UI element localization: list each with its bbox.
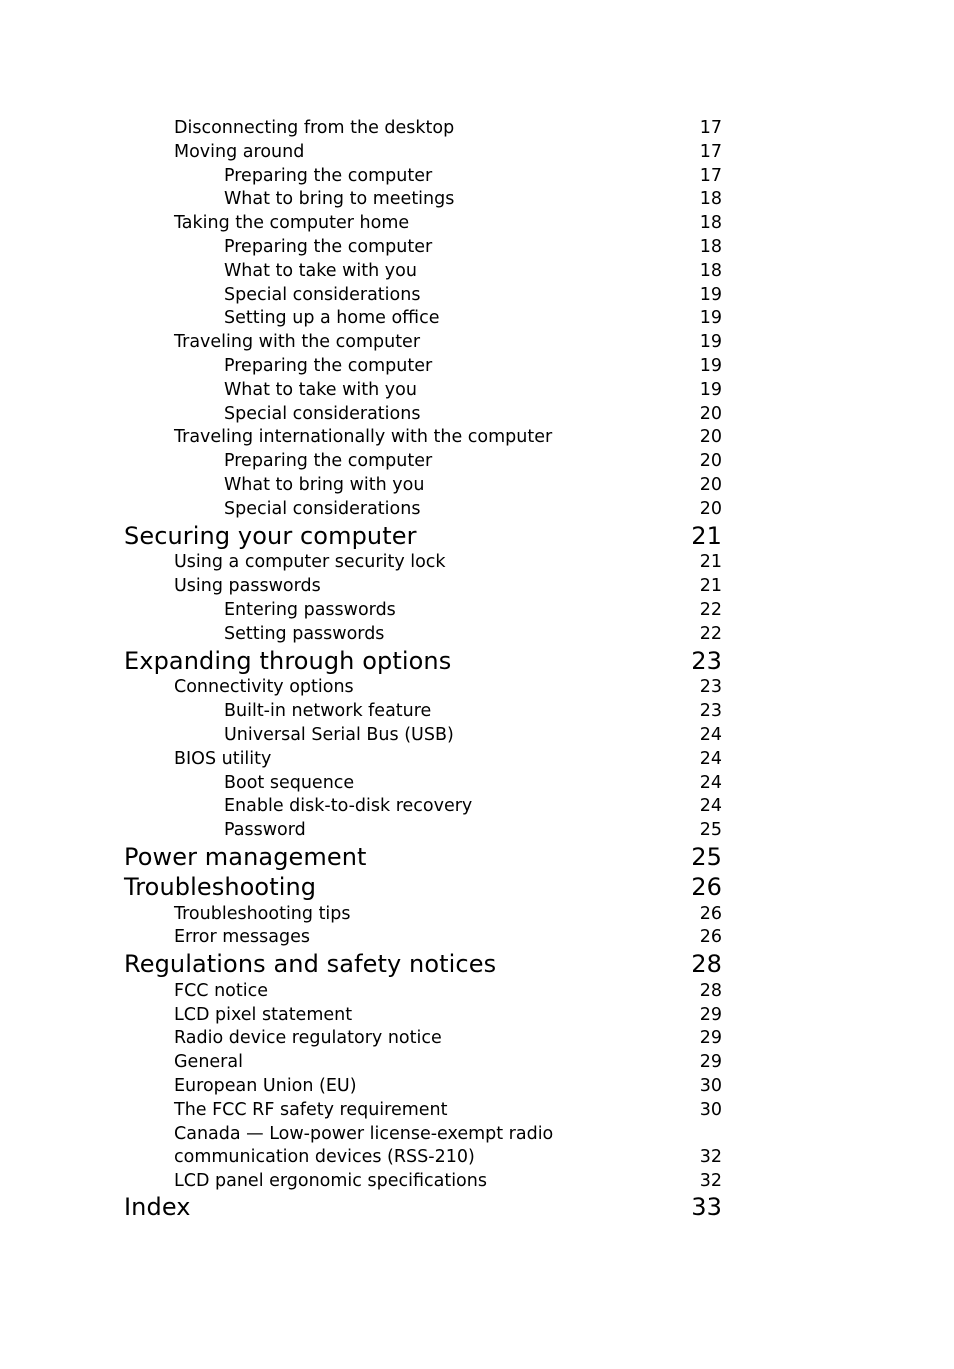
toc-entry-page: 21 <box>691 521 722 550</box>
toc-entry-title: Troubleshooting tips <box>174 903 351 924</box>
toc-entry-page: 21 <box>699 552 722 573</box>
toc-entry-title: FCC notice <box>174 980 268 1001</box>
toc-entry-page: 18 <box>699 189 722 210</box>
toc-subsection[interactable] <box>124 355 722 379</box>
toc-entry-page: 19 <box>699 308 722 329</box>
toc-section[interactable] <box>124 331 722 355</box>
toc-entry-page: 28 <box>691 950 722 979</box>
toc-entry-page: 19 <box>699 332 722 353</box>
toc-entry-title: Setting up a home office <box>224 308 440 329</box>
toc-entry-title: Entering passwords <box>224 599 396 620</box>
toc-entry-page: 21 <box>699 576 722 597</box>
toc-entry-title: Expanding through options <box>124 646 452 675</box>
toc-entry-title: Traveling with the computer <box>174 332 421 353</box>
toc-entry-page: 18 <box>699 213 722 234</box>
toc-subsection[interactable] <box>124 165 722 189</box>
toc-entry-page: 24 <box>699 772 722 793</box>
toc-entry-page: 17 <box>699 165 722 186</box>
toc-entry-title: Disconnecting from the desktop <box>174 118 455 138</box>
toc-entry-title: Error messages <box>174 927 310 948</box>
toc-entry-title: LCD pixel statement <box>174 1004 353 1025</box>
toc-entry-title: Connectivity options <box>174 677 354 698</box>
toc-entry-title: Moving around <box>174 141 305 162</box>
toc-entry-title: Setting passwords <box>224 623 385 644</box>
toc-subsection[interactable] <box>124 599 722 623</box>
toc-subsection[interactable] <box>124 188 722 212</box>
toc-section[interactable] <box>124 551 722 575</box>
toc-entry-page: 32 <box>699 1146 722 1167</box>
toc-entry-page: 24 <box>699 796 722 817</box>
toc-entry-page: 19 <box>699 355 722 376</box>
toc-section[interactable] <box>124 980 722 1004</box>
toc-entry-page: 25 <box>691 842 722 871</box>
toc-section[interactable] <box>124 1027 722 1051</box>
toc-entry-title: The FCC RF safety requirement <box>174 1099 448 1120</box>
toc-entry-page: 22 <box>699 599 722 620</box>
toc-entry-title: Regulations and safety notices <box>124 950 497 979</box>
toc-section[interactable] <box>124 117 722 141</box>
toc-entry-title: Password <box>224 820 306 841</box>
toc-chapter[interactable] <box>124 522 722 552</box>
toc-entry-page: 29 <box>699 1028 722 1049</box>
table-of-contents <box>124 117 722 1223</box>
toc-section[interactable] <box>124 212 722 236</box>
toc-section[interactable] <box>124 1099 722 1123</box>
toc-entry-page: 22 <box>699 623 722 644</box>
toc-entry-title: Enable disk-to-disk recovery <box>224 796 473 817</box>
toc-entry-page: 32 <box>699 1170 722 1191</box>
toc-section[interactable] <box>124 926 722 950</box>
toc-section[interactable] <box>124 141 722 165</box>
toc-entry-page: 24 <box>699 748 722 769</box>
toc-subsection[interactable] <box>124 772 722 796</box>
toc-entry-page: 23 <box>691 646 722 675</box>
toc-entry-title: BIOS utility <box>174 748 272 769</box>
toc-section[interactable] <box>124 1146 722 1170</box>
toc-entry-page: 26 <box>699 927 722 948</box>
toc-entry-title: Boot sequence <box>224 772 355 793</box>
toc-section[interactable] <box>124 1075 722 1099</box>
toc-entry-page: 28 <box>699 980 722 1001</box>
toc-entry-page: 17 <box>699 141 722 162</box>
toc-section[interactable] <box>124 575 722 599</box>
toc-subsection[interactable] <box>124 474 722 498</box>
toc-section[interactable] <box>124 426 722 450</box>
toc-entry-title: Traveling internationally with the computer <box>174 427 553 448</box>
toc-subsection[interactable] <box>124 260 722 284</box>
toc-entry-title: Preparing the computer <box>224 451 433 472</box>
toc-entry-page: 20 <box>699 427 722 448</box>
toc-entry-page: 25 <box>699 820 722 841</box>
toc-chapter[interactable] <box>124 843 722 873</box>
toc-subsection[interactable] <box>124 307 722 331</box>
toc-entry-page: 26 <box>699 903 722 924</box>
toc-subsection[interactable] <box>124 450 722 474</box>
toc-chapter[interactable] <box>124 647 722 677</box>
toc-entry-title: What to take with you <box>224 260 417 281</box>
toc-entry-title: Using passwords <box>174 576 321 597</box>
toc-subsection[interactable] <box>124 236 722 260</box>
toc-entry-title: Special considerations <box>224 284 421 305</box>
toc-chapter[interactable] <box>124 1193 722 1223</box>
toc-entry-page: 20 <box>699 451 722 472</box>
toc-entry-page: 23 <box>699 677 722 698</box>
toc-entry-page: 18 <box>699 260 722 281</box>
toc-chapter[interactable] <box>124 873 722 903</box>
toc-entry-title: communication devices (RSS-210) <box>174 1146 475 1167</box>
toc-subsection[interactable] <box>124 498 722 522</box>
toc-entry-page: 30 <box>699 1099 722 1120</box>
toc-entry-title: European Union (EU) <box>174 1076 357 1097</box>
toc-entry-page: 23 <box>699 701 722 722</box>
toc-entry-title: Built-in network feature <box>224 701 432 722</box>
toc-section[interactable] <box>124 748 722 772</box>
toc-entry-page: 30 <box>699 1076 722 1097</box>
toc-entry-title: Special considerations <box>224 403 421 424</box>
toc-subsection[interactable] <box>124 700 722 724</box>
toc-entry-title: General <box>174 1052 243 1073</box>
toc-entry-title: Using a computer security lock <box>174 552 446 573</box>
toc-entry-page: 18 <box>699 236 722 257</box>
toc-entry-page: 29 <box>699 1004 722 1025</box>
toc-entry-title: Preparing the computer <box>224 165 433 186</box>
toc-entry-page: 19 <box>699 284 722 305</box>
toc-chapter[interactable] <box>124 950 722 980</box>
toc-subsection[interactable] <box>124 795 722 819</box>
toc-entry-page: 20 <box>699 474 722 495</box>
toc-section[interactable] <box>124 1051 722 1075</box>
toc-subsection[interactable] <box>124 623 722 647</box>
toc-subsection[interactable] <box>124 379 722 403</box>
toc-entry-title: Power management <box>124 842 367 871</box>
toc-entry-title: Special considerations <box>224 498 421 519</box>
toc-section[interactable] <box>124 676 722 700</box>
toc-entry-title: Universal Serial Bus (USB) <box>224 724 454 745</box>
toc-entry-page: 20 <box>699 498 722 519</box>
toc-entry-page: 26 <box>691 872 722 901</box>
toc-entry-title: LCD panel ergonomic specifications <box>174 1170 487 1191</box>
toc-entry-title: Preparing the computer <box>224 236 433 257</box>
toc-entry-title: What to bring with you <box>224 474 425 495</box>
toc-section[interactable] <box>124 1004 722 1028</box>
toc-entry-title: What to bring to meetings <box>224 189 455 210</box>
toc-section[interactable] <box>124 903 722 927</box>
toc-entry-title: Taking the computer home <box>174 213 410 234</box>
toc-entry-title: Radio device regulatory notice <box>174 1028 442 1049</box>
toc-entry-page: 19 <box>699 379 722 400</box>
toc-entry-page: 17 <box>699 118 722 138</box>
toc-entry-page: 24 <box>699 724 722 745</box>
toc-entry-title: Troubleshooting <box>124 872 317 901</box>
toc-entry-title: Preparing the computer <box>224 355 433 376</box>
toc-subsection[interactable] <box>124 403 722 427</box>
toc-subsection[interactable] <box>124 284 722 308</box>
toc-subsection[interactable] <box>124 819 722 843</box>
toc-entry-page: 29 <box>699 1052 722 1073</box>
toc-entry-title: Securing your computer <box>124 521 417 550</box>
toc-entry-page: 20 <box>699 403 722 424</box>
toc-section[interactable] <box>124 1170 722 1194</box>
toc-entry-title: Canada — Low-power license-exempt radio <box>174 1123 554 1144</box>
toc-entry-page: 33 <box>691 1193 722 1222</box>
toc-subsection[interactable] <box>124 724 722 748</box>
toc-entry-title: What to take with you <box>224 379 417 400</box>
toc-entry-title: Index <box>124 1193 191 1222</box>
toc-section[interactable] <box>124 1123 722 1146</box>
